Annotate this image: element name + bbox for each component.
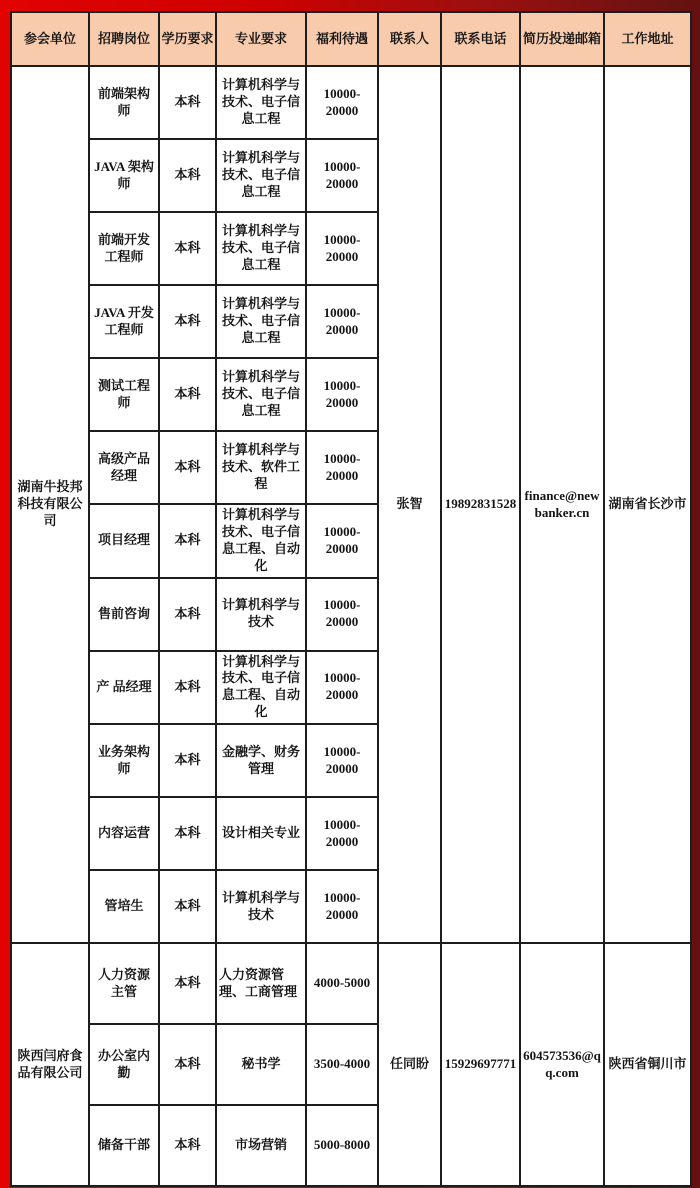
- salary-cell: 10000-20000: [306, 66, 378, 139]
- major-cell: 计算机科学与技术、电子信息工程: [216, 358, 306, 431]
- major-cell: 计算机科学与技术、软件工程: [216, 431, 306, 504]
- company-cell: 湖南牛投邦科技有限公司: [11, 66, 89, 943]
- major-cell: 市场营销: [216, 1105, 306, 1186]
- salary-cell: 10000-20000: [306, 578, 378, 651]
- major-cell: 计算机科学与技术、电子信息工程: [216, 139, 306, 212]
- position-cell: JAVA 架构师: [89, 139, 159, 212]
- header-cell-phone: 联系电话: [441, 12, 520, 66]
- header-cell-location: 工作地址: [604, 12, 691, 66]
- education-cell: 本科: [159, 578, 216, 651]
- header-row: [11, 12, 691, 66]
- position-cell: 项目经理: [89, 504, 159, 578]
- salary-cell: 10000-20000: [306, 870, 378, 943]
- contact-cell: 任同盼: [378, 943, 441, 1186]
- education-cell: 本科: [159, 943, 216, 1024]
- major-cell: 秘书学: [216, 1024, 306, 1105]
- position-cell: 售前咨询: [89, 578, 159, 651]
- major-cell: 计算机科学与技术、电子信息工程: [216, 66, 306, 139]
- position-cell: 产 品经理: [89, 651, 159, 725]
- major-cell: 金融学、财务管理: [216, 724, 306, 797]
- header-cell-contact: 联系人: [378, 12, 441, 66]
- education-cell: 本科: [159, 358, 216, 431]
- header-cell-position: 招聘岗位: [89, 12, 159, 66]
- header-cell-major: 专业要求: [216, 12, 306, 66]
- table-row: [11, 943, 691, 1024]
- education-cell: 本科: [159, 1024, 216, 1105]
- education-cell: 本科: [159, 66, 216, 139]
- salary-cell: 5000-8000: [306, 1105, 378, 1186]
- major-cell: 计算机科学与技术、电子信息工程: [216, 212, 306, 285]
- position-cell: 高级产品经理: [89, 431, 159, 504]
- table-row: [11, 66, 691, 139]
- major-cell: 计算机科学与技术: [216, 578, 306, 651]
- education-cell: 本科: [159, 870, 216, 943]
- position-cell: 测试工程师: [89, 358, 159, 431]
- position-cell: 储备干部: [89, 1105, 159, 1186]
- major-cell: 人力资源管理、工商管理: [216, 943, 306, 1024]
- position-cell: 前端开发工程师: [89, 212, 159, 285]
- education-cell: 本科: [159, 651, 216, 725]
- salary-cell: 10000-20000: [306, 431, 378, 504]
- education-cell: 本科: [159, 431, 216, 504]
- education-cell: 本科: [159, 797, 216, 870]
- education-cell: 本科: [159, 139, 216, 212]
- major-cell: 计算机科学与技术、电子信息工程: [216, 285, 306, 358]
- salary-cell: 10000-20000: [306, 504, 378, 578]
- position-cell: 管培生: [89, 870, 159, 943]
- major-cell: 计算机科学与技术: [216, 870, 306, 943]
- contact-cell: 张智: [378, 66, 441, 943]
- salary-cell: 10000-20000: [306, 724, 378, 797]
- education-cell: 本科: [159, 1105, 216, 1186]
- position-cell: 人力资源主管: [89, 943, 159, 1024]
- salary-cell: 3500-4000: [306, 1024, 378, 1105]
- salary-cell: 10000-20000: [306, 358, 378, 431]
- location-cell: 陕西省铜川市: [604, 943, 691, 1186]
- phone-cell: 15929697771: [441, 943, 520, 1186]
- salary-cell: 10000-20000: [306, 139, 378, 212]
- salary-cell: 10000-20000: [306, 797, 378, 870]
- email-cell: 604573536@qq.com: [520, 943, 604, 1186]
- header-cell-education: 学历要求: [159, 12, 216, 66]
- major-cell: 设计相关专业: [216, 797, 306, 870]
- education-cell: 本科: [159, 504, 216, 578]
- phone-cell: 19892831528: [441, 66, 520, 943]
- salary-cell: 4000-5000: [306, 943, 378, 1024]
- major-cell: 计算机科学与技术、电子信息工程、自动化: [216, 504, 306, 578]
- header-cell-salary: 福利待遇: [306, 12, 378, 66]
- position-cell: 办公室内勤: [89, 1024, 159, 1105]
- salary-cell: 10000-20000: [306, 285, 378, 358]
- position-cell: 业务架构师: [89, 724, 159, 797]
- position-cell: JAVA 开发工程师: [89, 285, 159, 358]
- company-cell: 陕西闫府食品有限公司: [11, 943, 89, 1186]
- position-cell: 前端架构师: [89, 66, 159, 139]
- salary-cell: 10000-20000: [306, 212, 378, 285]
- major-cell: 计算机科学与技术、电子信息工程、自动化: [216, 651, 306, 725]
- header-cell-company: 参会单位: [11, 12, 89, 66]
- education-cell: 本科: [159, 285, 216, 358]
- salary-cell: 10000-20000: [306, 651, 378, 725]
- position-cell: 内容运营: [89, 797, 159, 870]
- education-cell: 本科: [159, 212, 216, 285]
- header-cell-email: 简历投递邮箱: [520, 12, 604, 66]
- location-cell: 湖南省长沙市: [604, 66, 691, 943]
- email-cell: finance@newbanker.cn: [520, 66, 604, 943]
- education-cell: 本科: [159, 724, 216, 797]
- recruitment-table: [10, 11, 692, 1187]
